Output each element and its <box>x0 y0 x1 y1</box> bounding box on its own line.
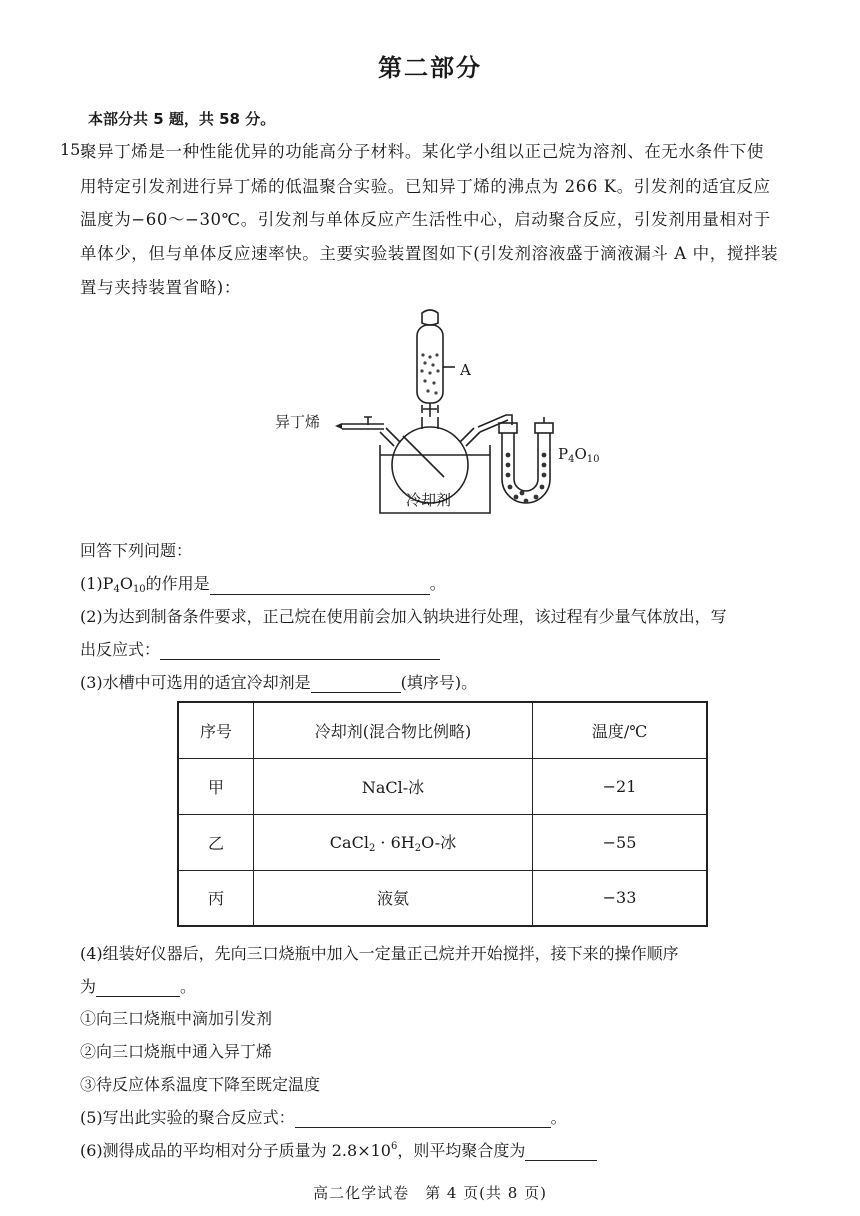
question-number: 15. <box>60 140 86 159</box>
apparatus-diagram <box>270 305 590 515</box>
table-row <box>178 870 707 926</box>
table-cell: 液氨 <box>254 870 533 926</box>
answer-blank-3[interactable] <box>311 674 401 693</box>
table-row <box>178 814 707 870</box>
table-header-cell: 温度/℃ <box>533 702 708 758</box>
label-isobutylene: 异丁烯 <box>275 413 321 431</box>
table-cell: NaCl-冰 <box>254 758 533 814</box>
question-5: (5)写出此实验的聚合反应式： 。 <box>80 1108 567 1127</box>
label-p4o10: $P_4O_{10}$ <box>558 445 600 465</box>
question-2-line-1: (2)为达到制备条件要求，正己烷在使用前会加入钠块进行处理，该过程有少量气体放出，写 <box>80 607 727 626</box>
answer-blank-1[interactable] <box>210 576 430 595</box>
question-1: $(1)P_4O_{10}$的作用是 。 <box>80 574 446 595</box>
apparatus-figure <box>270 305 600 515</box>
u-tube <box>502 433 550 503</box>
table-cell: 丙 <box>178 870 254 926</box>
section-intro: 本部分共 5 题，共 58 分。 <box>88 110 276 128</box>
table-row <box>178 758 707 814</box>
answer-prompt: 回答下列问题： <box>80 541 193 560</box>
table-header-row <box>178 702 707 758</box>
answer-blank-2[interactable] <box>160 641 440 660</box>
coolant-table <box>177 701 708 927</box>
option-3: ③待反应体系温度下降至既定温度 <box>80 1075 321 1094</box>
table-header-cell: 序号 <box>178 702 254 758</box>
label-coolant: 冷却剂 <box>406 491 452 509</box>
label-funnel-a: A <box>460 361 471 379</box>
answer-blank-6[interactable] <box>525 1142 597 1161</box>
option-2: ②向三口烧瓶中通入异丁烯 <box>80 1042 273 1061</box>
question-4-line-1: (4)组装好仪器后，先向三口烧瓶中加入一定量正己烷并开始搅拌，接下来的操作顺序 <box>80 944 679 963</box>
table-cell: 乙 <box>178 814 254 870</box>
table-cell: −55 <box>533 814 708 870</box>
question-line-3: 温度为−60～−30℃。引发剂与单体反应产生活性中心，启动聚合反应，引发剂用量相对于 <box>80 210 771 229</box>
page-footer: 高二化学试卷 第 4 页(共 8 页) <box>313 1184 547 1202</box>
question-6: (6)测得成品的平均相对分子质量为 $2.8\times 10^6$，则平均聚合度为 <box>80 1138 597 1161</box>
table-cell: 甲 <box>178 758 254 814</box>
question-line-5: 置与夹持装置省略)： <box>80 278 241 297</box>
section-title: 第二部分 <box>378 54 482 82</box>
table-cell: −21 <box>533 758 708 814</box>
question-2-line-2: 出反应式： <box>80 637 440 660</box>
answer-blank-4[interactable] <box>96 978 180 997</box>
answer-blank-5[interactable] <box>295 1109 551 1128</box>
inlet-tube <box>342 424 384 429</box>
question-3: (3)水槽中可选用的适宜冷却剂是 (填序号)。 <box>80 673 478 692</box>
table-cell: −33 <box>533 870 708 926</box>
option-1: ①向三口烧瓶中滴加引发剂 <box>80 1009 273 1028</box>
question-line-4: 单体少，但与单体反应速率快。主要实验装置图如下(引发剂溶液盛于滴液漏斗 A 中，搅拌装 <box>80 244 779 263</box>
funnel-body <box>417 325 443 403</box>
table-cell: CaCl$_2$ · $6H_2O-$冰 <box>254 814 533 870</box>
question-line-1: 聚异丁烯是一种性能优异的功能高分子材料。某化学小组以正己烷为溶剂、在无水条件下使 <box>80 142 764 161</box>
table-header-cell: 冷却剂(混合物比例略) <box>254 702 533 758</box>
question-4-line-2: 为 。 <box>80 977 197 996</box>
funnel-stopper <box>422 310 438 325</box>
question-line-2: 用特定引发剂进行异丁烯的低温聚合实验。已知异丁烯的沸点为 266 K。引发剂的适宜反应 <box>80 177 771 196</box>
